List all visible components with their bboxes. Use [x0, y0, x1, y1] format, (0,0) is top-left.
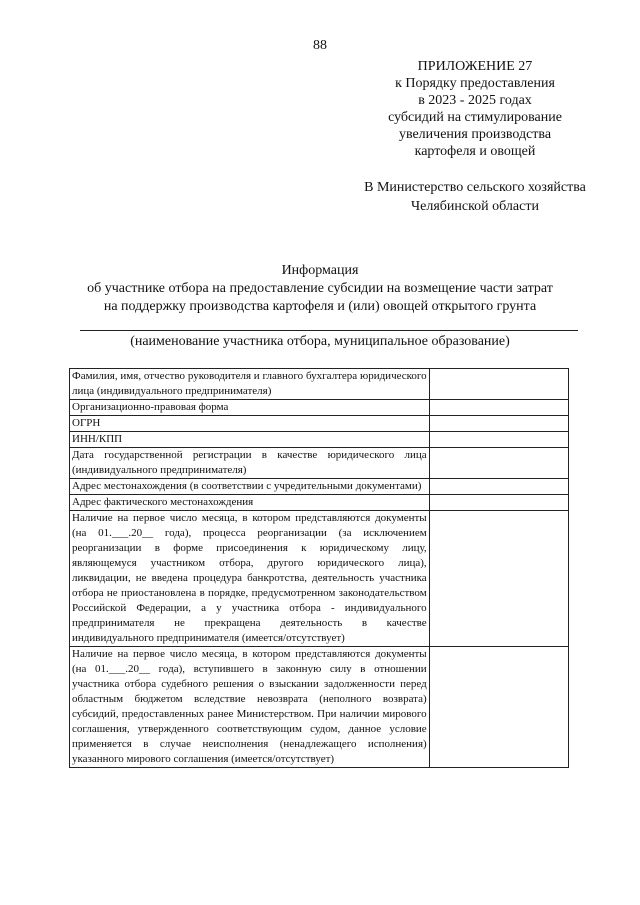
table-row [70, 448, 569, 479]
appendix-line: ПРИЛОЖЕНИЕ 27 [417, 59, 533, 74]
row-label: Организационно-правовая форма [70, 400, 430, 416]
addressee-line: В Министерство сельского хозяйства [364, 180, 586, 195]
table-row [70, 495, 569, 511]
table-row [70, 511, 569, 647]
appendix-line: в 2023 - 2025 годах [418, 93, 532, 108]
row-label: Наличие на первое число месяца, в котором представляются документы (на 01.___.20__ года), вступившего в законную силу в отношении участника отбора судебного решения о взыскании задолженности перед областным бюджетом вследствие невозврата (неполного возврата) субсидий, предоставленных ранее Министерством. При наличии мирового соглашения, утвержденного соответствующим судом, данное условие применяется в случае неисполнения (ненадлежащего исполнения) указанного мирового соглашения (имеется/отсутствует) [70, 647, 430, 768]
row-value-cell[interactable] [429, 448, 568, 479]
title-line: об участнике отбора на предоставление субсидии на возмещение части затрат [87, 281, 553, 296]
title-line: на поддержку производства картофеля и (или) овощей открытого грунта [103, 299, 537, 314]
row-value-cell[interactable] [429, 369, 568, 400]
table-row [70, 647, 569, 768]
table-row [70, 416, 569, 432]
row-value-cell[interactable] [429, 647, 568, 768]
row-label: Дата государственной регистрации в качестве юридического лица (индивидуального предпринимателя) [70, 448, 430, 479]
participant-name-caption: (наименование участника отбора, муниципальное образование) [130, 334, 510, 349]
row-value-cell[interactable] [429, 479, 568, 495]
table-row [70, 400, 569, 416]
addressee [330, 178, 620, 216]
document-title [20, 262, 620, 316]
row-value-cell[interactable] [429, 511, 568, 647]
row-label: ОГРН [70, 416, 430, 432]
row-label: Наличие на первое число месяца, в котором представляются документы (на 01.___.20__ года), процесса реорганизации (за исключением реорганизации в форме присоединения к юридическому лицу, являющемуся участником отбора, другого юридического лица), ликвидации, не введена процедура банкротства, деятельность участника отбора не приостановлена в порядке, предусмотренном законодательством Российской Федерации, а у участника отбора - индивидуального предпринимателя не прекращена деятельность в качестве индивидуального предпринимателя (имеется/отсутствует) [70, 511, 430, 647]
row-value-cell[interactable] [429, 495, 568, 511]
table-row [70, 479, 569, 495]
row-value-cell[interactable] [429, 432, 568, 448]
row-value-cell[interactable] [429, 416, 568, 432]
appendix-header [360, 58, 590, 160]
table-row [70, 432, 569, 448]
appendix-line: картофеля и овощей [414, 144, 536, 159]
row-label: Адрес местонахождения (в соответствии с учредительными документами) [70, 479, 430, 495]
table-row [70, 369, 569, 400]
info-table [69, 368, 569, 768]
appendix-line: к Порядку предоставления [395, 76, 555, 91]
row-label: Адрес фактического местонахождения [70, 495, 430, 511]
appendix-line: субсидий на стимулирование [388, 110, 562, 125]
page-number: 88 [313, 38, 327, 53]
row-label: ИНН/КПП [70, 432, 430, 448]
title-heading: Информация [281, 263, 359, 278]
addressee-line: Челябинской области [411, 199, 539, 214]
appendix-line: увеличения производства [398, 127, 552, 142]
row-value-cell[interactable] [429, 400, 568, 416]
row-label: Фамилия, имя, отчество руководителя и главного бухгалтера юридического лица (индивидуального предпринимателя) [70, 369, 430, 400]
participant-name-line [80, 330, 578, 331]
